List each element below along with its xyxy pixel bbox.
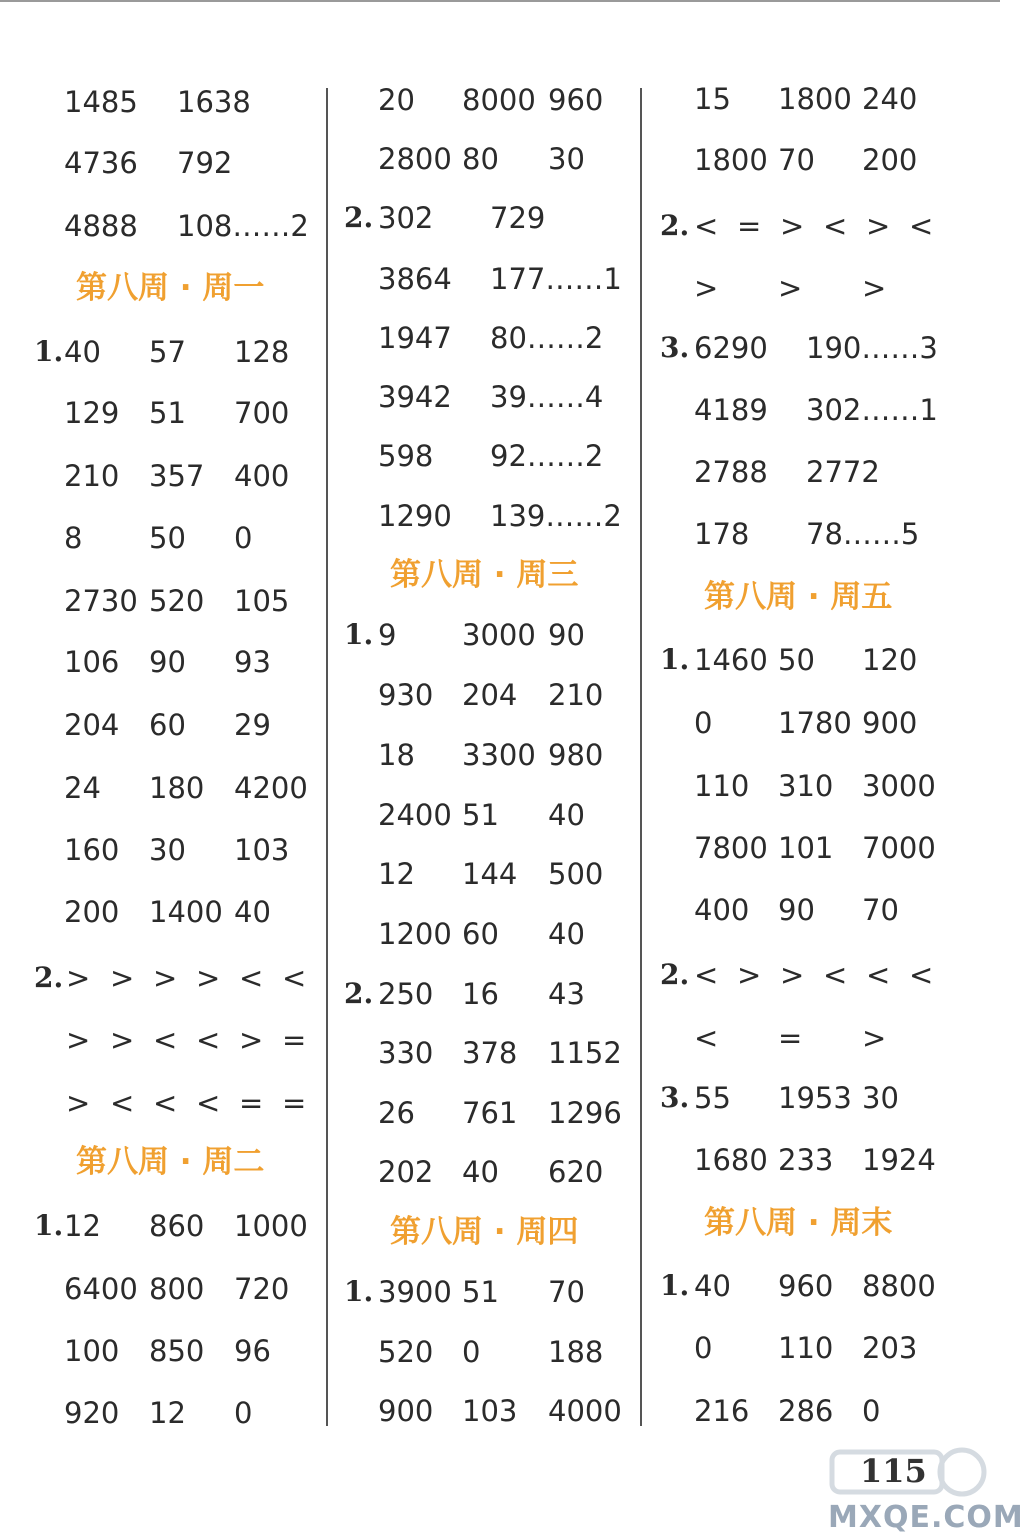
question-number: 2. — [344, 201, 374, 234]
answer-value: 1485 — [64, 85, 138, 119]
answer-row — [328, 1033, 640, 1073]
answer-value: 78……5 — [806, 517, 920, 551]
question-number: 1. — [344, 1275, 374, 1308]
answer-value: 177……1 — [490, 262, 622, 296]
answer-row — [0, 82, 326, 122]
answer-row — [0, 1206, 326, 1246]
answer-value: 106 — [64, 645, 120, 679]
answer-value: 4189 — [694, 393, 768, 427]
answer-value: 0 — [694, 1331, 713, 1365]
answer-value: 20 — [378, 83, 415, 117]
answer-value: > — [862, 1021, 887, 1055]
answer-value: 70 — [548, 1275, 585, 1309]
answer-value: > — [866, 209, 891, 243]
answer-value: 1800 — [778, 82, 852, 116]
answer-value: 210 — [548, 678, 604, 712]
question-number: 1. — [344, 618, 374, 651]
answer-row — [0, 830, 326, 870]
answer-value: 8000 — [462, 83, 536, 117]
answer-value: 139……2 — [490, 499, 622, 533]
answer-value: 40 — [548, 798, 585, 832]
answer-value: 520 — [378, 1335, 434, 1369]
answer-column-3 — [642, 0, 1000, 1537]
answer-value: = — [282, 1086, 307, 1120]
answer-value: 8 — [64, 521, 83, 555]
answer-value: 0 — [234, 521, 253, 555]
section-heading: 第八周 · 周末 — [704, 1205, 893, 1241]
answer-value: 357 — [149, 459, 205, 493]
answer-value: 400 — [234, 459, 290, 493]
answer-value: 180 — [149, 771, 205, 805]
answer-row — [642, 828, 1000, 868]
answer-row — [642, 955, 1000, 995]
answer-value: < — [239, 961, 264, 995]
answer-value: 128 — [234, 335, 290, 369]
answer-value: > — [153, 961, 178, 995]
answer-value: 2788 — [694, 455, 768, 489]
answer-value: 286 — [778, 1394, 834, 1428]
answer-row — [0, 581, 326, 621]
answer-row — [328, 675, 640, 715]
answer-row — [328, 80, 640, 120]
question-number: 3. — [660, 331, 690, 364]
answer-value: 620 — [548, 1155, 604, 1189]
answer-row — [642, 1266, 1000, 1306]
answer-row — [0, 1393, 326, 1433]
answer-value: 80 — [462, 142, 499, 176]
answer-row — [642, 390, 1000, 430]
answer-value: 40 — [234, 895, 271, 929]
answer-value: 302……1 — [806, 393, 938, 427]
answer-value: < — [196, 1086, 221, 1120]
answer-row — [642, 640, 1000, 680]
answer-value: 761 — [462, 1096, 518, 1130]
answer-value: 90 — [778, 893, 815, 927]
answer-value: 800 — [149, 1272, 205, 1306]
answer-value: = — [778, 1021, 803, 1055]
answer-value: 1200 — [378, 917, 452, 951]
section-heading: 第八周 · 周二 — [76, 1144, 265, 1180]
answer-value: 1924 — [862, 1143, 936, 1177]
answer-value: 7800 — [694, 831, 768, 865]
answer-value: 1400 — [149, 895, 223, 929]
answer-row — [642, 1140, 1000, 1180]
answer-value: 129 — [64, 396, 120, 430]
answer-row — [0, 332, 326, 372]
answer-row — [328, 1391, 640, 1431]
section-heading: 第八周 · 周一 — [76, 270, 265, 306]
answer-value: 60 — [462, 917, 499, 951]
answer-value: 96 — [234, 1334, 271, 1368]
answer-value: > — [66, 961, 91, 995]
answer-value: 110 — [778, 1331, 834, 1365]
section-heading: 第八周 · 周三 — [390, 557, 579, 593]
answer-value: 70 — [862, 893, 899, 927]
answer-value: > — [780, 958, 805, 992]
answer-value: 80……2 — [490, 321, 604, 355]
answer-row — [328, 436, 640, 476]
answer-value: 202 — [378, 1155, 434, 1189]
answer-value: 3300 — [462, 738, 536, 772]
answer-value: 8800 — [862, 1269, 936, 1303]
answer-row — [0, 1269, 326, 1309]
answer-row — [0, 642, 326, 682]
answer-row — [328, 974, 640, 1014]
question-number: 1. — [660, 1269, 690, 1302]
answer-row — [328, 1152, 640, 1192]
answer-row — [0, 705, 326, 745]
answer-value: 24 — [64, 771, 101, 805]
answer-row — [328, 854, 640, 894]
answer-value: 51 — [462, 1275, 499, 1309]
answer-value: 120 — [862, 643, 918, 677]
answer-value: 330 — [378, 1036, 434, 1070]
answer-row — [0, 143, 326, 183]
answer-value: 980 — [548, 738, 604, 772]
answer-value: 0 — [694, 706, 713, 740]
answer-value: < — [694, 958, 719, 992]
answer-row — [642, 1018, 1000, 1058]
section-heading: 第八周 · 周四 — [390, 1214, 579, 1250]
answer-row — [642, 79, 1000, 119]
answer-value: 51 — [462, 798, 499, 832]
answer-row — [328, 139, 640, 179]
answer-value: 2772 — [806, 455, 880, 489]
answer-value: 960 — [778, 1269, 834, 1303]
question-number: 2. — [660, 958, 690, 991]
answer-value: 70 — [778, 143, 815, 177]
answer-value: 101 — [778, 831, 834, 865]
answer-value: 55 — [694, 1081, 731, 1115]
answer-row — [642, 268, 1000, 308]
answer-value: 1953 — [778, 1081, 852, 1115]
answer-row — [642, 206, 1000, 246]
answer-row — [642, 514, 1000, 554]
answer-value: > — [196, 961, 221, 995]
answer-value: 200 — [64, 895, 120, 929]
answer-value: 12 — [64, 1209, 101, 1243]
answer-value: < — [196, 1023, 221, 1057]
answer-value: 12 — [378, 857, 415, 891]
answer-value: 720 — [234, 1272, 290, 1306]
answer-row — [328, 377, 640, 417]
answer-value: 920 — [64, 1396, 120, 1430]
answer-row — [328, 1332, 640, 1372]
answer-value: 4888 — [64, 209, 138, 243]
answer-value: > — [66, 1023, 91, 1057]
answer-value: 12 — [149, 1396, 186, 1430]
answer-value: < — [153, 1086, 178, 1120]
answer-row — [0, 518, 326, 558]
answer-value: > — [239, 1023, 264, 1057]
answer-value: 250 — [378, 977, 434, 1011]
answer-row — [328, 318, 640, 358]
answer-value: < — [694, 209, 719, 243]
answer-value: 7000 — [862, 831, 936, 865]
answer-row — [0, 206, 326, 246]
answer-value: 3864 — [378, 262, 452, 296]
answer-value: 6290 — [694, 331, 768, 365]
answer-value: 200 — [862, 143, 918, 177]
answer-value: 50 — [149, 521, 186, 555]
answer-value: < — [110, 1086, 135, 1120]
answer-row — [328, 1272, 640, 1312]
answer-value: 400 — [694, 893, 750, 927]
answer-row — [0, 768, 326, 808]
answer-value: 900 — [378, 1394, 434, 1428]
answer-value: < — [153, 1023, 178, 1057]
watermark-text: MXQE.COM — [828, 1500, 1024, 1535]
answer-value: 216 — [694, 1394, 750, 1428]
answer-value: 1947 — [378, 321, 452, 355]
answer-value: > — [66, 1086, 91, 1120]
answer-value: 57 — [149, 335, 186, 369]
answer-row — [0, 1020, 326, 1060]
answer-value: 3000 — [862, 769, 936, 803]
answer-value: 108……2 — [177, 209, 309, 243]
answer-value: 105 — [234, 584, 290, 618]
answer-value: 0 — [862, 1394, 881, 1428]
answer-value: = — [282, 1023, 307, 1057]
answer-value: < — [282, 961, 307, 995]
answer-value: 60 — [149, 708, 186, 742]
answer-value: 792 — [177, 146, 233, 180]
answer-value: < — [866, 958, 891, 992]
answer-value: 15 — [694, 82, 731, 116]
answer-row — [328, 735, 640, 775]
answer-row — [0, 1083, 326, 1123]
answer-value: > — [110, 961, 135, 995]
answer-value: 930 — [378, 678, 434, 712]
answer-row — [0, 958, 326, 998]
answer-value: < — [823, 958, 848, 992]
answer-row — [642, 140, 1000, 180]
answer-value: 4200 — [234, 771, 308, 805]
answer-value: 40 — [462, 1155, 499, 1189]
answer-value: = — [239, 1086, 264, 1120]
answer-value: 310 — [778, 769, 834, 803]
answer-value: 93 — [234, 645, 271, 679]
question-number: 1. — [34, 335, 64, 368]
answer-value: 30 — [548, 142, 585, 176]
question-number: 1. — [660, 643, 690, 676]
answer-column-1 — [0, 0, 326, 1537]
answer-value: 302 — [378, 201, 434, 235]
answer-value: 90 — [149, 645, 186, 679]
answer-value: 203 — [862, 1331, 918, 1365]
answer-value: 204 — [64, 708, 120, 742]
answer-value: 0 — [462, 1335, 481, 1369]
answer-row — [328, 259, 640, 299]
question-number: 2. — [344, 977, 374, 1010]
answer-value: 1000 — [234, 1209, 308, 1243]
answer-value: 103 — [234, 833, 290, 867]
answer-value: 188 — [548, 1335, 604, 1369]
answer-value: 500 — [548, 857, 604, 891]
answer-value: < — [823, 209, 848, 243]
answer-value: 900 — [862, 706, 918, 740]
section-heading: 第八周 · 周五 — [704, 579, 893, 615]
answer-value: 160 — [64, 833, 120, 867]
answer-value: 110 — [694, 769, 750, 803]
answer-value: 50 — [778, 643, 815, 677]
answer-value: 40 — [694, 1269, 731, 1303]
answer-column-2 — [328, 0, 640, 1537]
answer-value: 1638 — [177, 85, 251, 119]
answer-value: 26 — [378, 1096, 415, 1130]
answer-value: 4736 — [64, 146, 138, 180]
answer-value: 1780 — [778, 706, 852, 740]
answer-value: 30 — [862, 1081, 899, 1115]
answer-value: < — [909, 958, 934, 992]
question-number: 2. — [660, 209, 690, 242]
answer-value: 729 — [490, 201, 546, 235]
answer-row — [328, 198, 640, 238]
answer-value: 103 — [462, 1394, 518, 1428]
answer-value: 520 — [149, 584, 205, 618]
answer-row — [642, 890, 1000, 930]
question-number: 2. — [34, 961, 64, 994]
question-number: 1. — [34, 1209, 64, 1242]
answer-value: = — [737, 209, 762, 243]
answer-value: 1460 — [694, 643, 768, 677]
answer-value: 850 — [149, 1334, 205, 1368]
answer-row — [328, 1093, 640, 1133]
answer-row — [328, 615, 640, 655]
answer-value: 204 — [462, 678, 518, 712]
answer-value: > — [737, 958, 762, 992]
answer-row — [328, 914, 640, 954]
page-number: 115 — [860, 1452, 927, 1490]
answer-value: > — [778, 271, 803, 305]
answer-value: 598 — [378, 439, 434, 473]
answer-value: 144 — [462, 857, 518, 891]
question-number: 3. — [660, 1081, 690, 1114]
answer-value: 90 — [548, 618, 585, 652]
answer-value: 4000 — [548, 1394, 622, 1428]
answer-value: 190……3 — [806, 331, 938, 365]
answer-value: 2730 — [64, 584, 138, 618]
answer-value: 3900 — [378, 1275, 452, 1309]
answer-value: 29 — [234, 708, 271, 742]
answer-value: > — [780, 209, 805, 243]
answer-value: 51 — [149, 396, 186, 430]
answer-value: 40 — [64, 335, 101, 369]
answer-value: 18 — [378, 738, 415, 772]
answer-row — [642, 328, 1000, 368]
answer-row — [0, 1331, 326, 1371]
answer-value: 1680 — [694, 1143, 768, 1177]
answer-value: 1296 — [548, 1096, 622, 1130]
answer-value: 2800 — [378, 142, 452, 176]
answer-value: 3000 — [462, 618, 536, 652]
answer-value: 6400 — [64, 1272, 138, 1306]
answer-value: 233 — [778, 1143, 834, 1177]
answer-value: 92……2 — [490, 439, 604, 473]
answer-row — [0, 393, 326, 433]
answer-value: > — [694, 271, 719, 305]
answer-value: < — [694, 1021, 719, 1055]
answer-value: 1800 — [694, 143, 768, 177]
answer-value: 2400 — [378, 798, 452, 832]
answer-value: 40 — [548, 917, 585, 951]
answer-value: < — [909, 209, 934, 243]
answer-value: 3942 — [378, 380, 452, 414]
answer-row — [642, 1078, 1000, 1118]
answer-value: > — [862, 271, 887, 305]
answer-value: 860 — [149, 1209, 205, 1243]
answer-value: 240 — [862, 82, 918, 116]
answer-value: 100 — [64, 1334, 120, 1368]
answer-row — [328, 795, 640, 835]
answer-row — [0, 892, 326, 932]
answer-value: 1290 — [378, 499, 452, 533]
answer-value: 0 — [234, 1396, 253, 1430]
answer-value: 178 — [694, 517, 750, 551]
answer-row — [642, 1391, 1000, 1431]
answer-row — [328, 496, 640, 536]
answer-value: > — [110, 1023, 135, 1057]
answer-value: 700 — [234, 396, 290, 430]
answer-value: 16 — [462, 977, 499, 1011]
answer-row — [0, 456, 326, 496]
answer-value: 210 — [64, 459, 120, 493]
answer-value: 9 — [378, 618, 397, 652]
answer-value: 39……4 — [490, 380, 604, 414]
answer-value: 960 — [548, 83, 604, 117]
answer-row — [642, 766, 1000, 806]
answer-value: 30 — [149, 833, 186, 867]
answer-row — [642, 1328, 1000, 1368]
answer-row — [642, 452, 1000, 492]
answer-value: 378 — [462, 1036, 518, 1070]
answer-row — [642, 703, 1000, 743]
answer-value: 1152 — [548, 1036, 622, 1070]
answer-value: 43 — [548, 977, 585, 1011]
